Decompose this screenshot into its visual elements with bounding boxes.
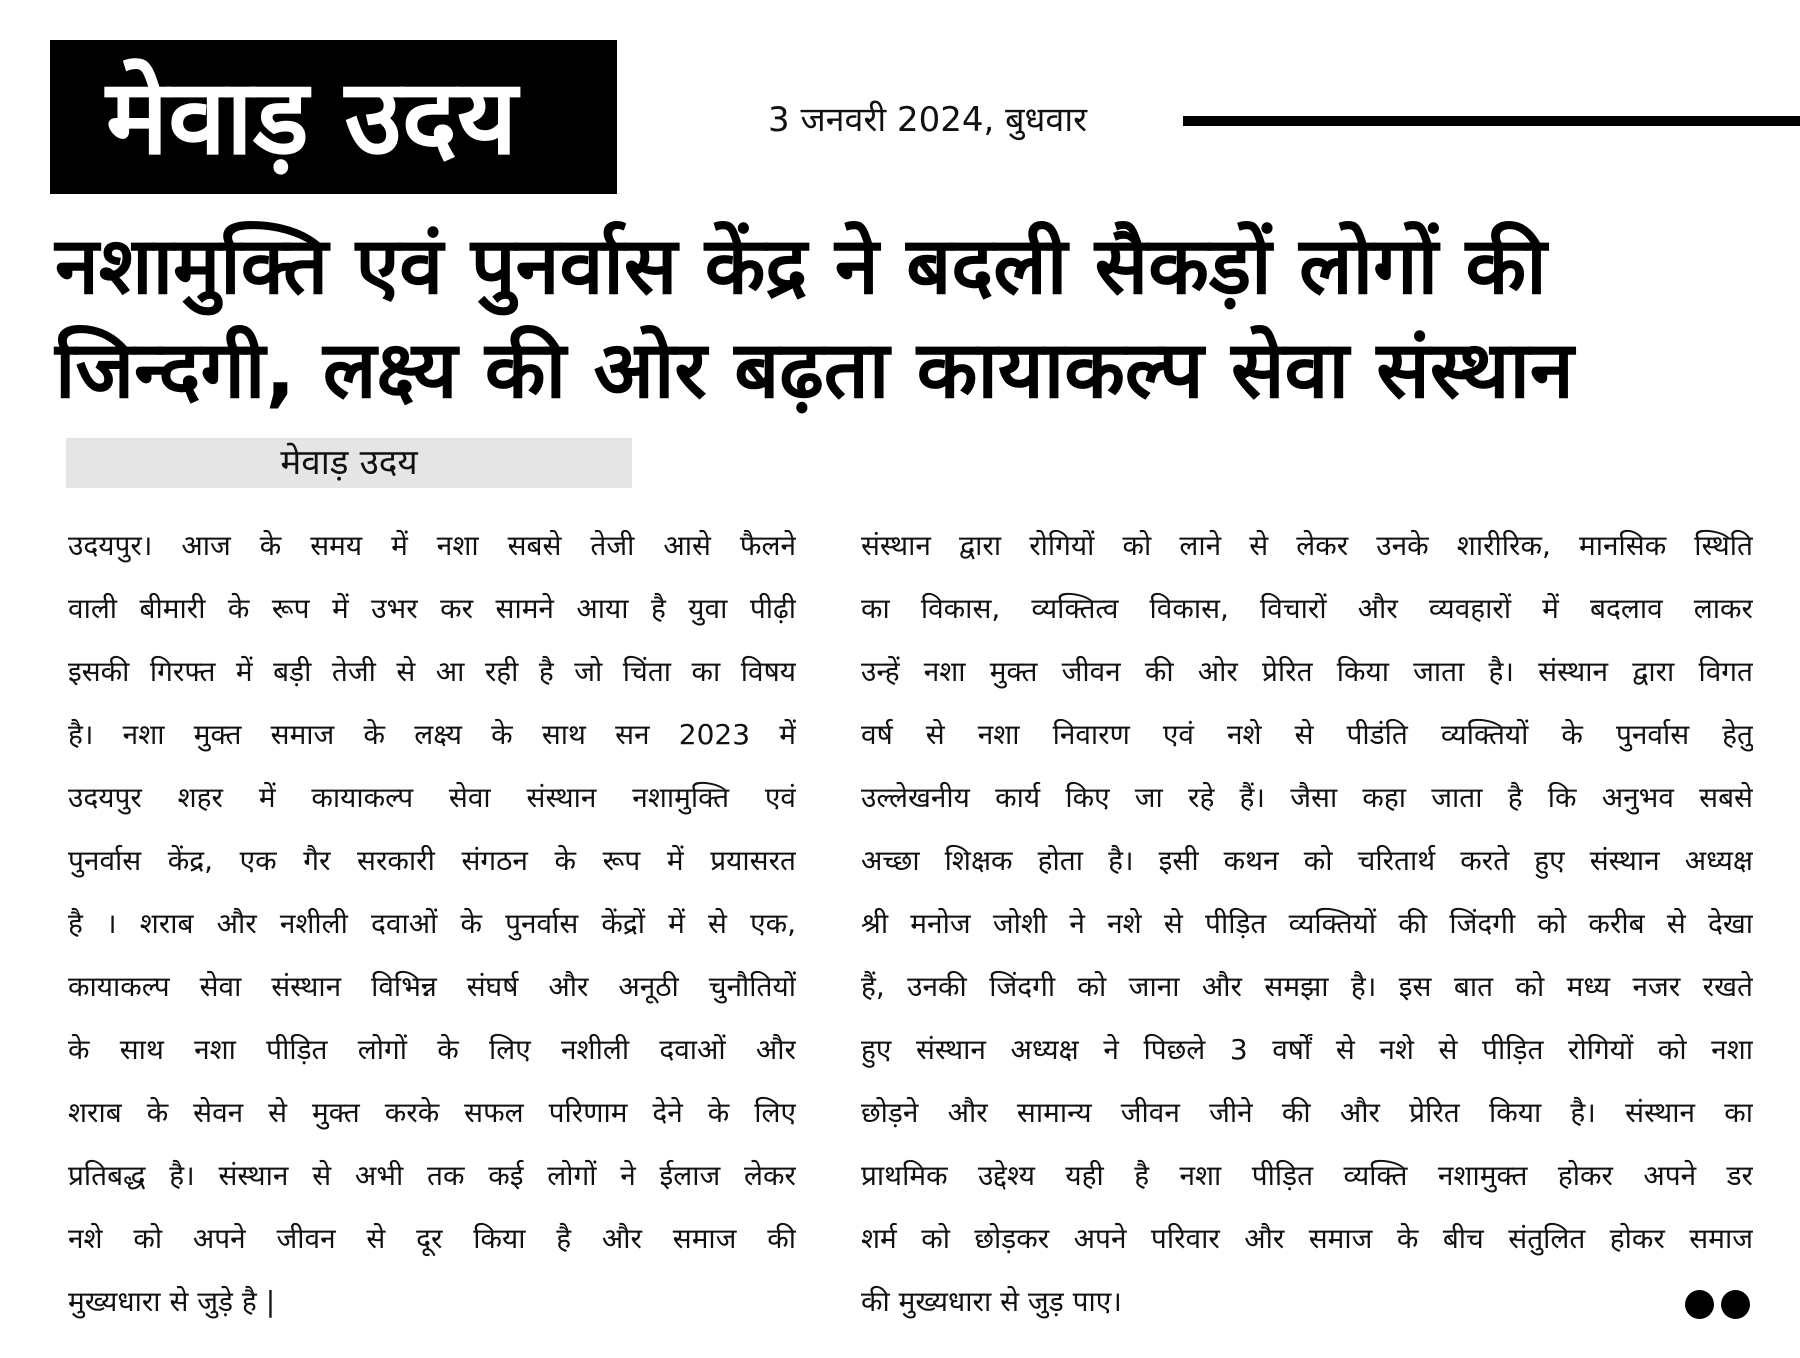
article-line: श्री मनोज जोशी ने नशे से पीड़ित व्यक्तियों की जिंदगी को करीब से देखा — [861, 907, 1753, 940]
article-line: नशे को अपने जीवन से दूर किया है और समाज की — [68, 1222, 796, 1255]
article-line: की मुख्यधारा से जुड़ पाए। — [861, 1285, 1122, 1318]
end-mark — [1685, 1290, 1755, 1320]
end-dot-icon — [1685, 1290, 1714, 1319]
headline-line: जिन्दगी, लक्ष्य की ओर बढ़ता कायाकल्प सेवा संस्थान — [55, 324, 1574, 416]
article-left-column — [68, 514, 796, 1333]
article-line: इसकी गिरफ्त में बड़ी तेजी से आ रही है जो चिंता का विषय — [68, 655, 796, 688]
article-line: वर्ष से नशा निवारण एवं नशे से पीडंति व्यक्तियों के पुनर्वास हेतु — [861, 718, 1753, 751]
article-line: हैं, उनकी जिंदगी को जाना और समझा है। इस बात को मध्य नजर रखते — [861, 970, 1753, 1003]
masthead-title: मेवाड़ उदय — [106, 56, 518, 178]
article-line: है । शराब और नशीली दवाओं के पुनर्वास केंद्रों में से एक, — [68, 907, 796, 940]
byline: मेवाड़ उदय — [66, 438, 632, 488]
article-line: का विकास, व्यक्तित्व विकास, विचारों और व्यवहारों में बदलाव लाकर — [861, 592, 1753, 625]
masthead-logo — [50, 40, 617, 194]
headline-line: नशामुक्ति एवं पुनर्वास केंद्र ने बदली सैकड़ों लोगों की — [55, 220, 1547, 312]
article-line: शराब के सेवन से मुक्त करके सफल परिणाम देने के लिए — [68, 1096, 796, 1129]
article-line: हुए संस्थान अध्यक्ष ने पिछले 3 वर्षों से नशे से पीड़ित रोगियों को नशा — [861, 1033, 1753, 1066]
headline — [55, 214, 1765, 422]
article-line: उल्लेखनीय कार्य किए जा रहे हैं। जैसा कहा जाता है कि अनुभव सबसे — [861, 781, 1753, 814]
end-dot-icon — [1721, 1290, 1750, 1319]
article-line: मुख्यधारा से जुड़े है | — [68, 1285, 276, 1318]
article-line: अच्छा शिक्षक होता है। इसी कथन को चरितार्थ करते हुए संस्थान अध्यक्ष — [861, 844, 1753, 877]
article-line: के साथ नशा पीड़ित लोगों के लिए नशीली दवाओं और — [68, 1033, 796, 1066]
article-line: प्रतिबद्ध है। संस्थान से अभी तक कई लोगों ने ईलाज लेकर — [68, 1159, 796, 1192]
header-rule — [1183, 116, 1800, 126]
article-line: वाली बीमारी के रूप में उभर कर सामने आया है युवा पीढ़ी — [68, 592, 796, 625]
article-line: उदयपुर। आज के समय में नशा सबसे तेजी आसे फैलने — [68, 529, 796, 562]
article-line: उन्हें नशा मुक्त जीवन की ओर प्रेरित किया जाता है। संस्थान द्वारा विगत — [861, 655, 1753, 688]
article-line: है। नशा मुक्त समाज के लक्ष्य के साथ सन 2023 में — [68, 718, 796, 751]
article-line: छोड़ने और सामान्य जीवन जीने की और प्रेरित किया है। संस्थान का — [861, 1096, 1753, 1129]
article-right-column — [861, 514, 1753, 1333]
article-line: प्राथमिक उद्देश्य यही है नशा पीड़ित व्यक्ति नशामुक्त होकर अपने डर — [861, 1159, 1753, 1192]
article-line: शर्म को छोड़कर अपने परिवार और समाज के बीच संतुलित होकर समाज — [861, 1222, 1753, 1255]
article-line: संस्थान द्वारा रोगियों को लाने से लेकर उनके शारीरिक, मानसिक स्थिति — [861, 529, 1753, 562]
article-line: कायाकल्प सेवा संस्थान विभिन्न संघर्ष और अनूठी चुनौतियों — [68, 970, 796, 1003]
dateline: 3 जनवरी 2024, बुधवार — [768, 100, 1088, 140]
article-line: उदयपुर शहर में कायाकल्प सेवा संस्थान नशामुक्ति एवं — [68, 781, 796, 814]
article-line: पुनर्वास केंद्र, एक गैर सरकारी संगठन के रूप में प्रयासरत — [68, 844, 796, 877]
